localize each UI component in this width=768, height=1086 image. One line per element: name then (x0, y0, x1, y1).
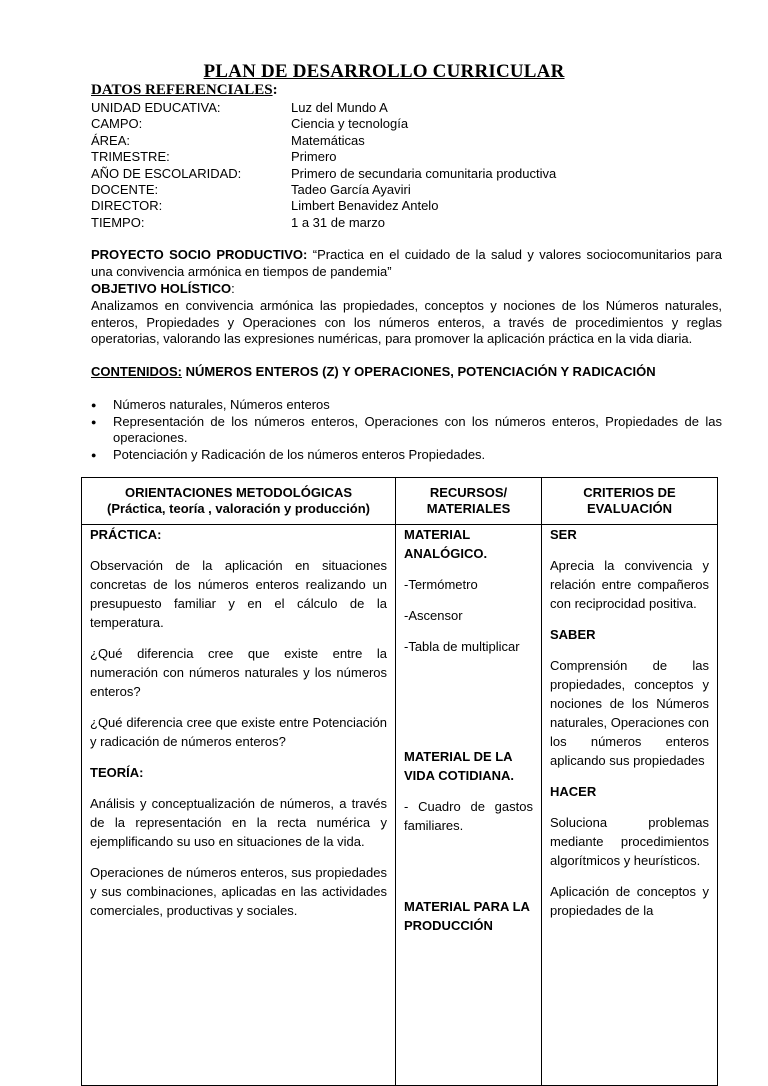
practica-heading: PRÁCTICA: (90, 527, 162, 542)
cell-orientaciones (82, 525, 396, 1086)
list-item: ● Números naturales, Números enteros (91, 397, 722, 414)
objetivo-paragraph: Analizamos en convivencia armónica las propiedades, conceptos y nociones de los Números naturales, enteros, Propiedades y Operaciones con los números enteros, a través de procedimientos y reglas operatorias, valorando las expresiones numéricas, para promover la aplicación práctica en la vida diaria. (91, 298, 722, 346)
plan-table (81, 477, 718, 1086)
ref-row-area: ÁREA: Matemáticas (91, 132, 365, 148)
aplicacion-text: Aplicación de conceptos y propiedades de la (550, 884, 709, 918)
objetivo-heading: OBJETIVO HOLÍSTICO: (91, 281, 235, 296)
hacer-heading: HACER (550, 784, 597, 799)
list-item: ● Potenciación y Radicación de los números enteros Propiedades. (91, 447, 722, 464)
teoria-heading: TEORÍA: (90, 765, 144, 780)
material-analogico-heading: MATERIAL ANALÓGICO. (404, 527, 488, 561)
practica-paragraph-2: ¿Qué diferencia cree que existe entre la numeración con números naturales y los números enteros? (90, 646, 387, 699)
header-recursos: RECURSOS/ MATERIALES (396, 478, 542, 525)
header-criterios: CRITERIOS DE EVALUACIÓN (542, 478, 718, 525)
teoria-paragraph-1: Análisis y conceptualización de números, a través de la representación en la recta numérica y ejemplificando su uso en situaciones de la vida. (90, 796, 387, 849)
cell-criterios (542, 525, 718, 1086)
saber-text: Comprensión de las propiedades, conceptos y nociones de los Números naturales, Operaciones con los números enteros aplicando sus propiedades (550, 658, 709, 768)
cell-recursos (396, 525, 542, 1086)
practica-paragraph-3: ¿Qué diferencia cree que existe entre Potenciación y radicación de números enteros? (90, 715, 387, 749)
list-item: ● Representación de los números enteros, Operaciones con los números enteros, Propiedades de las operaciones. (91, 414, 722, 447)
material-item: -Tabla de multiplicar (404, 639, 520, 654)
practica-paragraph-1: Observación de la aplicación en situaciones concretas de los números enteros realizando un presupuesto familiar y en el cálculo de la temperatura. (90, 558, 387, 630)
saber-heading: SABER (550, 627, 596, 642)
material-item: -Ascensor (404, 608, 463, 623)
ref-row-unidad: UNIDAD EDUCATIVA: Luz del Mundo A (91, 100, 388, 115)
header-orientaciones: ORIENTACIONES METODOLÓGICAS (Práctica, teoría , valoración y producción) (82, 478, 396, 525)
ref-row-anio: AÑO DE ESCOLARIDAD: Primero de secundaria comunitaria productiva (91, 165, 557, 181)
table-row (82, 525, 718, 1086)
contenidos-heading: CONTENIDOS: NÚMEROS ENTEROS (Z) Y OPERACIONES, POTENCIACIÓN Y RADICACIÓN (91, 364, 656, 379)
material-cotidiana-heading: MATERIAL DE LA VIDA COTIDIANA. (404, 749, 515, 783)
ser-heading: SER (550, 527, 577, 542)
material-produccion-heading: MATERIAL PARA LA PRODUCCIÓN (404, 899, 530, 933)
ser-text: Aprecia la convivencia y relación entre compañeros con reciprocidad positiva. (550, 558, 709, 611)
reference-data-list (91, 100, 731, 231)
document-title: PLAN DE DESARROLLO CURRICULAR (203, 61, 565, 82)
ref-row-docente: DOCENTE: Tadeo García Ayaviri (91, 181, 411, 197)
ref-row-campo: CAMPO: Ciencia y tecnología (91, 116, 409, 132)
hacer-text: Soluciona problemas mediante procedimientos algorítmicos y heurísticos. (550, 815, 709, 868)
ref-row-tiempo: TIEMPO: 1 a 31 de marzo (91, 214, 385, 230)
contenidos-list (91, 397, 722, 463)
material-item: -Termómetro (404, 577, 478, 592)
ref-row-director: DIRECTOR: Limbert Benavidez Antelo (91, 198, 439, 214)
material-item: - Cuadro de gastos familiares. (404, 799, 533, 833)
teoria-paragraph-2: Operaciones de números enteros, sus propiedades y sus combinaciones, aplicadas en las actividades comerciales, productivas y sociales. (90, 865, 387, 918)
ref-row-trimestre: TRIMESTRE: Primero (91, 149, 337, 165)
table-header-row (82, 478, 718, 525)
proyecto-paragraph: PROYECTO SOCIO PRODUCTIVO: “Practica en el cuidado de la salud y valores sociocomunitarios para una convivencia armónica en tiempos de pandemia” (91, 247, 722, 279)
datos-referenciales-heading: DATOS REFERENCIALES: (91, 82, 278, 98)
